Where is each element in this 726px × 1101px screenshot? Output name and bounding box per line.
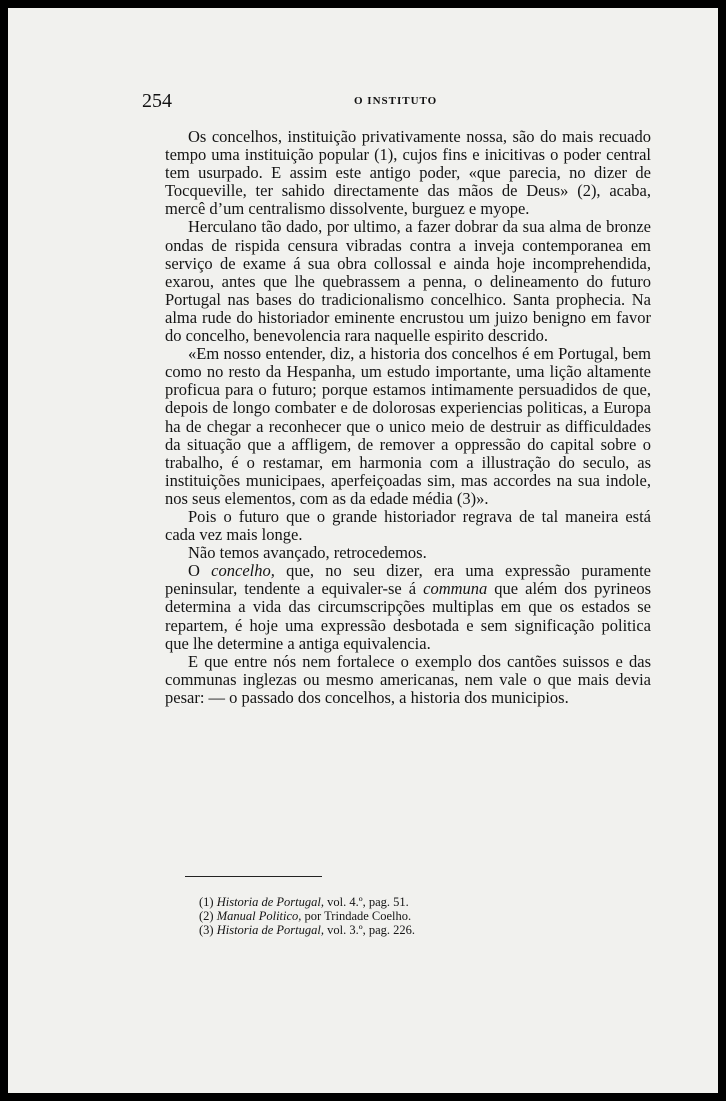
paragraph xyxy=(165,653,651,707)
text-segment: que além dos pyrineos determina a vida das circumscripções multiplas em que os estados se repartem, é hoje uma expressão desbotada e sem significação politica que lhe determine a antiga equivalencia. xyxy=(165,579,651,653)
running-head: O INSTITUTO xyxy=(354,95,438,107)
footnote-title: Historia de Portugal, xyxy=(216,895,324,909)
text-segment: E que entre nós nem fortalece o exemplo dos cantões suissos e das communas inglezas ou mesmo americanas, nem vale o que mais devia pesar: — o passado dos concelhos, a historia dos municipios. xyxy=(165,651,651,707)
text-segment: Os concelhos, instituição privativamente nossa, são do mais recuado tempo uma instituição popular (1), cujos fins e inicitivas o poder central tem usurpado. E assim este antigo poder, «que parecia, no dizer de Tocqueville, ter sahido directamente das mãos de Deus» (2), acaba, mercê d’um centralismo dissolvente, burguez e myope. xyxy=(165,127,651,219)
footnote xyxy=(199,923,599,937)
footnote-reference: vol. 3.º, pag. 226. xyxy=(324,923,416,938)
paragraph xyxy=(165,345,651,508)
paragraph xyxy=(165,508,651,544)
page-number: 254 xyxy=(142,90,172,112)
paragraph xyxy=(165,218,651,345)
text-segment: Herculano tão dado, por ultimo, a fazer dobrar da sua alma de bronze ondas de rispida censura vibradas contra a inveja contemporanea em serviço de exame á sua obra collossal e ainda hoje incomprehendida, exarou, antes que lhe quebrassem a penna, o delineamento do futuro Portugal nas bases do tradicionalismo concelhico. Santa prophecia. Na alma rude do historiador eminente encrustou um juizo benigno em favor do concelho, benevolencia rara naquelle espirito descrido. xyxy=(165,217,651,346)
paragraph xyxy=(165,562,651,652)
text-segment: O xyxy=(188,561,212,581)
book-page xyxy=(8,8,718,1093)
italic-text: concelho, xyxy=(211,561,275,581)
footnote-marker: (2) xyxy=(199,909,214,924)
paragraph xyxy=(165,544,651,562)
footnote xyxy=(199,909,599,923)
paragraph xyxy=(165,128,651,218)
footnote-marker: (1) xyxy=(199,895,214,909)
text-segment: «Em nosso entender, diz, a historia dos concelhos é em Portugal, bem como no resto da Hespanha, um estudo importante, uma lição altamente proficua para o futuro; porque estamos intimamente persuadidos de que, depois de longo combater e de dolorosas experiencias politicas, a Europa ha de chegar a reconhecer que o unico meio de destruir as difficuldades da situação que a affligem, de remover a oppressão do capital sobre o trabalho, é o restamar, em harmonia com a illustração do seculo, as instituições municipaes, aperfeiçoadas sim, mas accordes na sua indole, nos seus elementos, com as da edade média (3)». xyxy=(165,344,651,508)
footnote-title: Manual Politico, xyxy=(216,909,302,924)
main-text xyxy=(165,128,651,707)
text-segment: Não temos avançado, retrocedemos. xyxy=(188,543,427,563)
footnote-reference: por Trindade Coelho. xyxy=(301,909,412,924)
page-header xyxy=(8,90,718,114)
italic-text: communa xyxy=(423,579,488,599)
footnote xyxy=(199,895,599,909)
footnote-reference: vol. 4.º, pag. 51. xyxy=(324,895,409,909)
text-segment: Pois o futuro que o grande historiador regrava de tal maneira está cada vez mais longe. xyxy=(165,506,651,545)
footnote-marker: (3) xyxy=(199,923,214,938)
footnote-title: Historia de Portugal, xyxy=(216,923,324,938)
footnotes xyxy=(199,895,599,938)
footnote-divider xyxy=(185,876,322,877)
text-segment: que, no seu dizer, era uma expressão puramente peninsular, tendente a equivaler-se á xyxy=(165,561,651,599)
